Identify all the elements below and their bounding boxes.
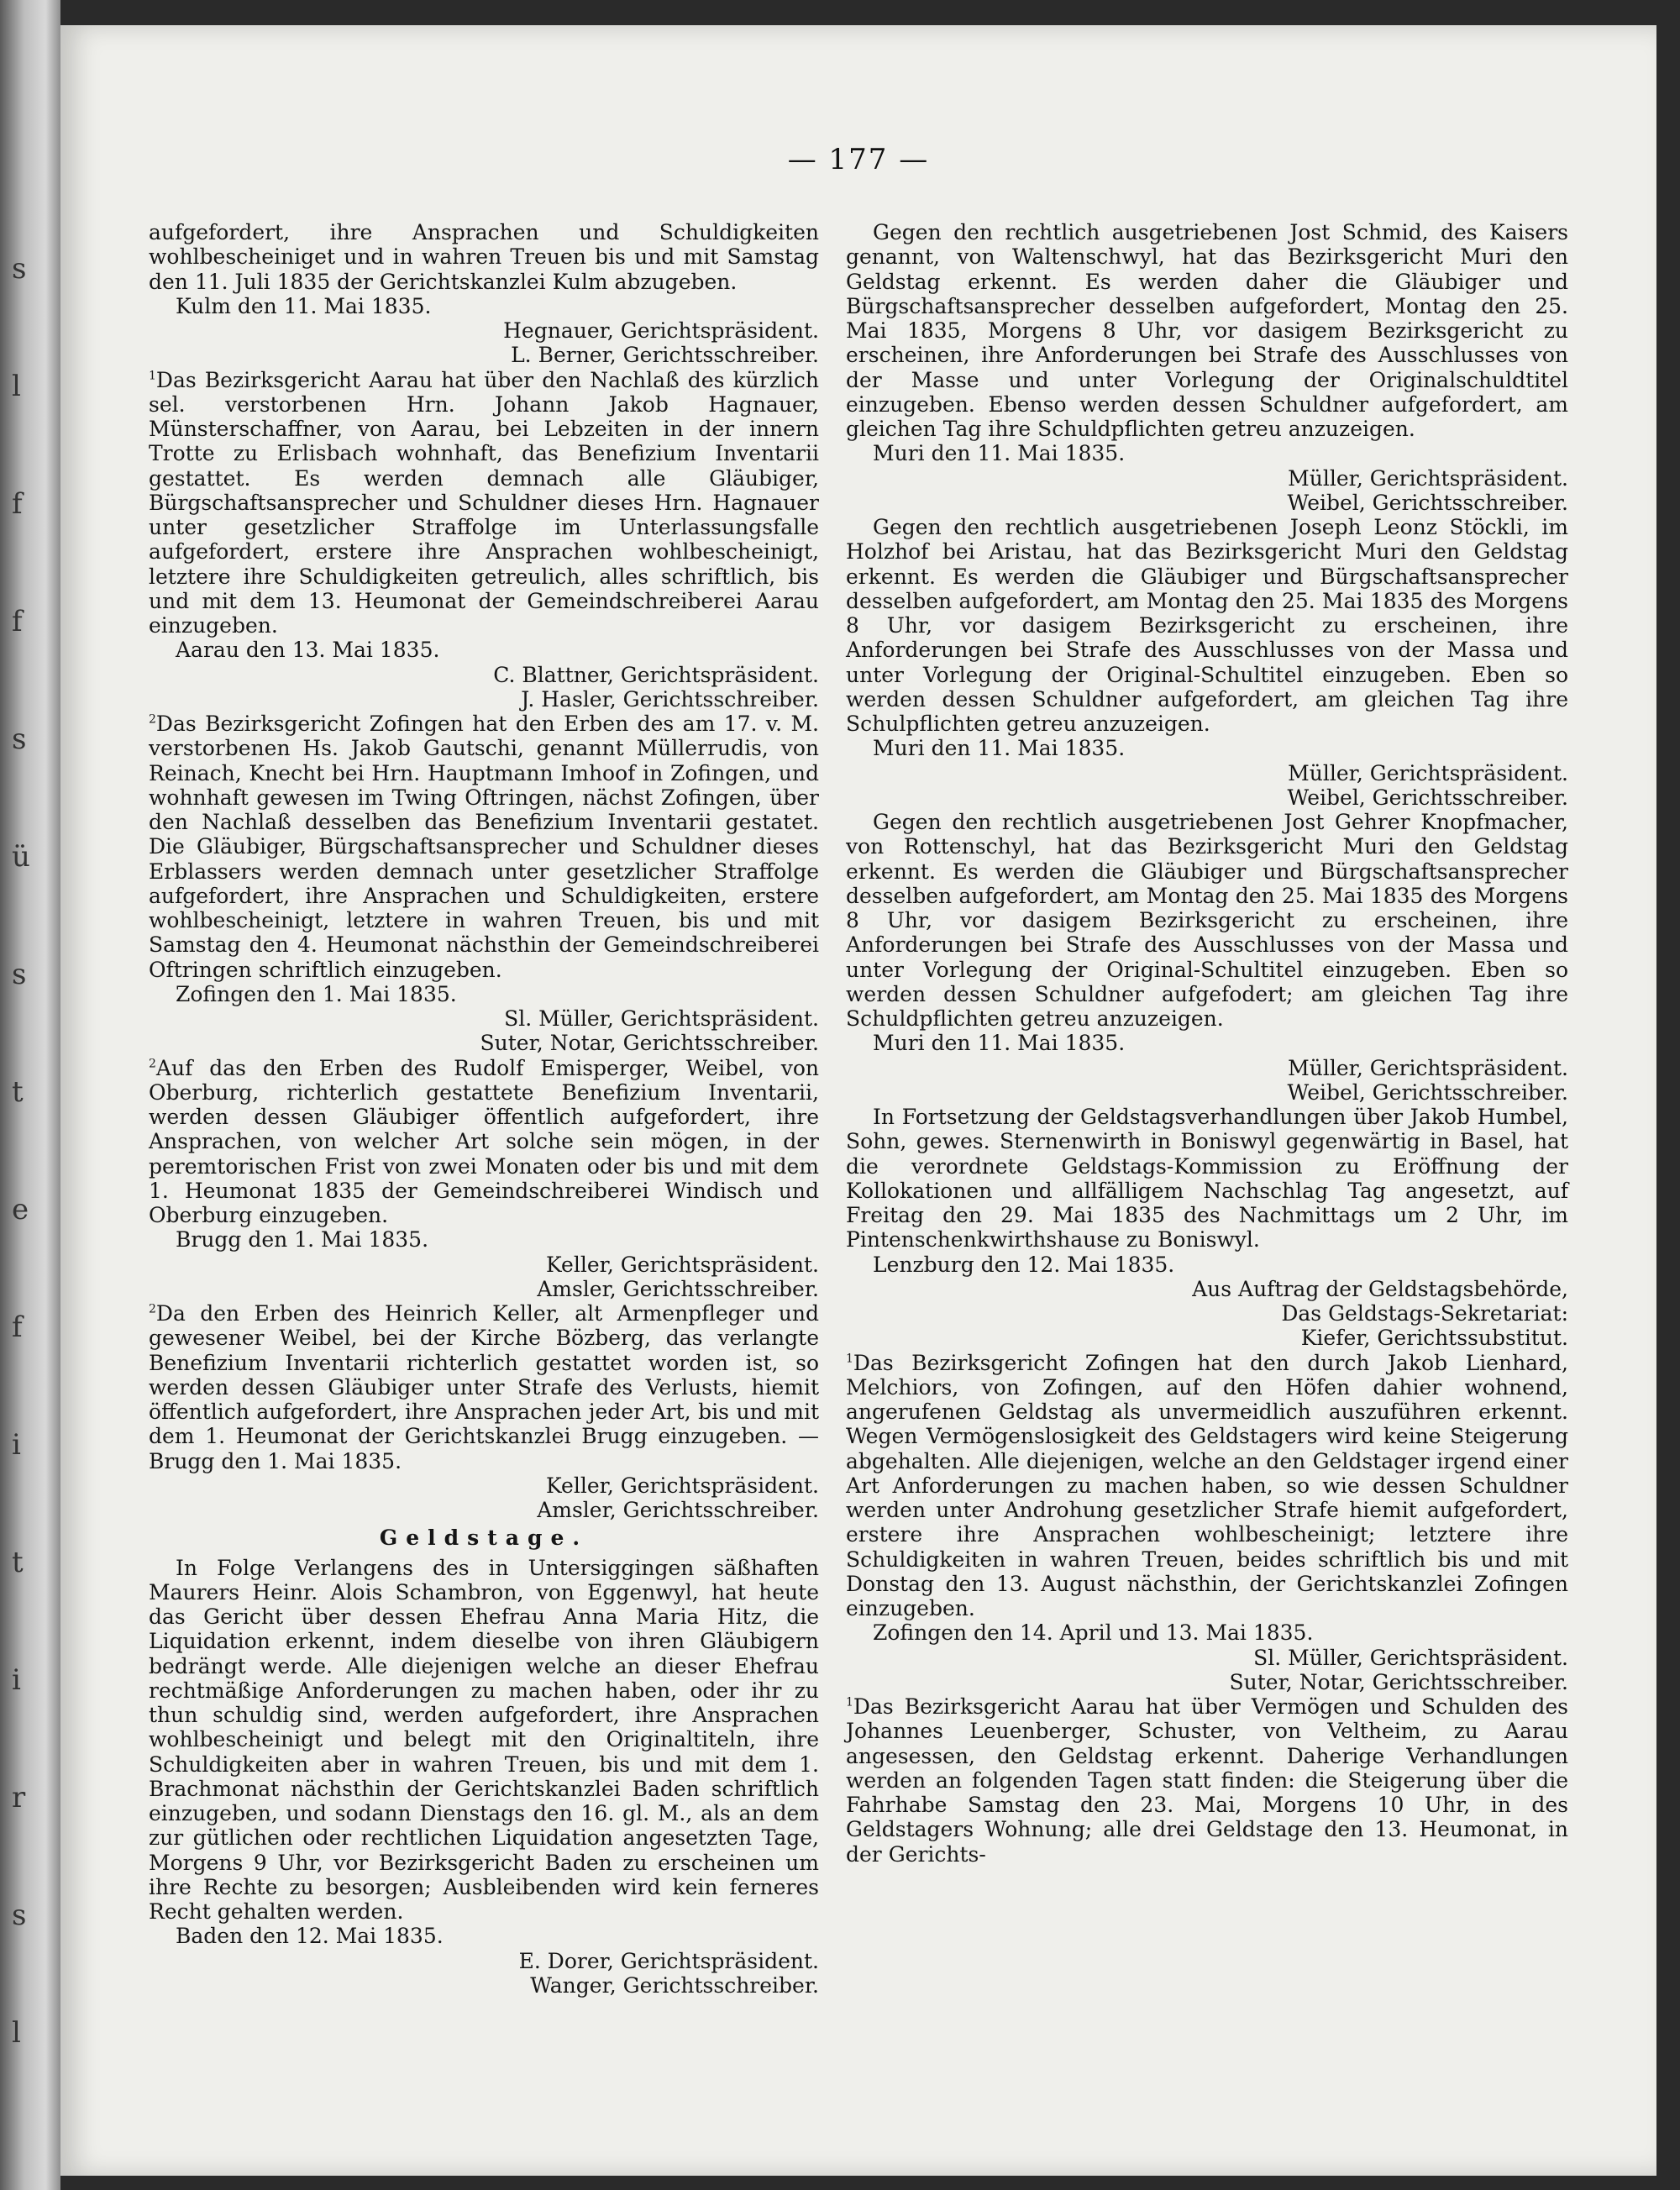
- page-number: — 177 —: [787, 143, 930, 176]
- dateline: Muri den 11. Mai 1835.: [873, 736, 1126, 761]
- notice-text: aufgefordert, ihre Ansprachen und Schuldigkeiten wohlbescheiniget und in wahren Treuen bis und mit Samstag den 11. Juli 1835 der Gerichtskanzlei Kulm abzugeben.: [149, 220, 819, 294]
- notice-text: Das Bezirksgericht Zofingen hat den durch Jakob Lienhard, Melchiors, von Zofingen, auf den Höfen dahier wohnend, angerufenen Geldstag als unvermeidlich auszuführen erkennt. Wegen Vermögenslosigkeit des Geldstagers wird keine Steigerung abgehalten. Alle diejenigen, welche an den Geldstager irgend einer Art Anforderungen zu machen haben, so wie dessen Schuldner werden unter Androhung gesetzlicher Strafe hiemit aufgefordert, erstere ihre Ansprachen wohlbescheinigt; letztere ihre Schuldigkeiten in wahren Treuen, beides schriftlich bis und mit Donstag den 13. August nächsthin, der Gerichtskanzlei Zofingen einzugeben.: [846, 1350, 1568, 1620]
- previous-page-fragment: s: [12, 252, 27, 286]
- notice-paragraph: [149, 712, 819, 982]
- notice-mark: 1: [846, 1352, 853, 1366]
- notice-mark: 1: [149, 369, 156, 383]
- signature-line: Suter, Notar, Gerichtsschreiber.: [1229, 1669, 1568, 1694]
- dateline: Aarau den 13. Mai 1835.: [176, 638, 440, 663]
- previous-page-fragment: ü: [12, 840, 30, 874]
- signature-line: Aus Auftrag der Geldstagsbehörde,: [1192, 1276, 1568, 1301]
- dateline: Zofingen den 1. Mai 1835.: [176, 981, 457, 1006]
- notice-paragraph: [149, 368, 819, 638]
- notice-paragraph: [149, 1301, 819, 1473]
- signature-line: Sl. Müller, Gerichtspräsident.: [504, 1006, 819, 1031]
- section-heading: Geldstage.: [379, 1526, 589, 1551]
- previous-page-fragment: t: [12, 1546, 24, 1579]
- dateline: Baden den 12. Mai 1835.: [176, 1924, 444, 1949]
- signature-line: Suter, Notar, Gerichtsschreiber.: [480, 1031, 819, 1056]
- previous-page-fragment: r: [12, 1781, 26, 1814]
- previous-page-fragment: s: [12, 1899, 27, 1932]
- signature-line: Wanger, Gerichtsschreiber.: [530, 1972, 819, 1998]
- dateline: Muri den 11. Mai 1835.: [873, 1031, 1126, 1056]
- signature-line: Keller, Gerichtspräsident.: [546, 1252, 819, 1277]
- notice-text: Das Bezirksgericht Aarau hat über den Nachlaß des kürzlich sel. verstorbenen Hrn. Johann Jakob Hagnauer, Münsterschaffner, von Aarau, bei Lebzeiten in der innern Trotte zu Erlisbach wohnhaft, das Benefizium Inventarii gestattet. Es werden demnach alle Gläubiger, Bürgschaftsansprecher und Schuldner dieses Hrn. Hagnauer unter gesetzlicher Straffolge im Unterlassungsfalle aufgefordert, erstere ihre Ansprachen wohlbescheinigt, letztere ihre Schuldigkeiten getreulich, alles schriftlich, bis und mit dem 13. Heumonat der Gemeindschreiberei Aarau einzugeben.: [149, 367, 819, 638]
- dateline: Lenzburg den 12. Mai 1835.: [873, 1252, 1175, 1277]
- notice-paragraph: [149, 1056, 819, 1228]
- previous-page-fragment: s: [12, 722, 27, 756]
- notice-text: In Folge Verlangens des in Untersiggingen säßhaften Maurers Heinr. Alois Schambron, von Eggenwyl, hat heute das Gericht über dessen Ehefrau Anna Maria Hitz, die Liquidation erkennt, indem dieselbe von ihren Gläubigern bedrängt werde. Alle diejenigen welche an dieser Ehefrau rechtmäßige Anforderungen zu machen haben, oder ihr zu thun schuldig sind, werden aufgefordert, ihre Ansprachen wohlbescheinigt und belegt mit den Originaltiteln, ihre Schuldigkeiten aber in wahren Treuen, bis und mit dem 1. Brachmonat nächsthin der Gerichtskanzlei Baden schriftlich einzugeben, und sodann Dienstags den 16. gl. M., als an dem zur gütlichen oder rechtlichen Liquidation angesetzten Tage, Morgens 9 Uhr, vor Bezirksgericht Baden zu erscheinen um ihre Rechte zu besorgen; Ausbleibenden wird kein ferneres Recht gehalten werden.: [149, 1555, 819, 1924]
- notice-paragraph: [846, 515, 1568, 736]
- signature-line: Weibel, Gerichtsschreiber.: [1287, 1079, 1568, 1105]
- signature-line: Keller, Gerichtspräsident.: [546, 1473, 819, 1498]
- previous-page-fragment: t: [12, 1075, 24, 1109]
- signature-line: C. Blattner, Gerichtspräsident.: [493, 662, 819, 687]
- signature-line: Weibel, Gerichtsschreiber.: [1287, 785, 1568, 810]
- signature-line: Amsler, Gerichtsschreiber.: [537, 1276, 819, 1301]
- previous-page-fragment: e: [12, 1193, 29, 1226]
- previous-page-fragment: f: [12, 605, 23, 638]
- notice-mark: 2: [149, 712, 156, 727]
- previous-page-fragment: l: [12, 2016, 21, 2050]
- dateline: Kulm den 11. Mai 1835.: [176, 293, 432, 318]
- notice-text: Das Bezirksgericht Aarau hat über Vermögen und Schulden des Johannes Leuenberger, Schuster, von Veltheim, zu Aarau angesessen, den Geldstag erkennt. Daherige Verhandlungen werden an folgenden Tagen statt finden: die Steigerung über die Fahrhabe Samstag den 23. Mai, Morgens 10 Uhr, in des Geldstagers Wohnung; alle drei Geldstage den 13. Heumonat, in der Gerichts-: [846, 1694, 1568, 1867]
- signature-line: Kiefer, Gerichtssubstitut.: [1300, 1326, 1568, 1351]
- notice-mark: 1: [846, 1695, 853, 1709]
- signature-line: L. Berner, Gerichtsschreiber.: [511, 343, 819, 368]
- notice-paragraph: [846, 1694, 1568, 1867]
- previous-page-fragment: f: [12, 1310, 23, 1344]
- signature-line: Das Geldstags-Sekretariat:: [1281, 1301, 1568, 1326]
- signature-line: Müller, Gerichtspräsident.: [1288, 465, 1568, 491]
- notice-paragraph: [846, 810, 1568, 1031]
- notice-text: Gegen den rechtlich ausgetriebenen Jost Schmid, des Kaisers genannt, von Waltenschwyl, hat das Bezirksgericht Muri den Geldstag erkennt. Es werden daher die Gläubiger und Bürgschaftsansprecher desselben aufgefordert, Montag den 25. Mai 1835, Morgens 8 Uhr, vor dasigem Bezirksgericht zu erscheinen, ihre Anforderungen bei Strafe des Ausschlusses von der Masse und unter Vorlegung der Originalschuldtitel einzugeben. Ebenso werden dessen Schuldner aufgefordert, am gleichen Tag ihre Schuldpflichten getreu anzuzeigen.: [846, 220, 1568, 441]
- dateline: Zofingen den 14. April und 13. Mai 1835.: [873, 1620, 1314, 1646]
- previous-page-fragment: i: [12, 1663, 21, 1697]
- notice-text: Auf das den Erben des Rudolf Emisperger, Weibel, von Oberburg, richterlich gestattete Benefizium Inventarii, werden dessen Gläubiger öffentlich aufgefordert, ihre Ansprachen, von welcher Art solche sein mögen, in der peremtorischen Frist von zwei Monaten oder bis und mit dem 1. Heumonat 1835 der Gemeindschreiberei Windisch und Oberburg einzugeben.: [149, 1055, 819, 1227]
- right-column: [846, 220, 1568, 1867]
- previous-page-fragment: f: [12, 487, 23, 521]
- notice-text: Gegen den rechtlich ausgetriebenen Jost Gehrer Knopfmacher, von Rottenschyl, hat das Bezirksgericht Muri den Geldstag erkennt. Es werden die Gläubiger und Bürgschaftsansprecher desselben aufgefordert, am Montag den 25. Mai 1835 des Morgens 8 Uhr, vor dasigem Bezirksgericht zu erscheinen, ihre Anforderungen bei Strafe des Ausschlusses von der Massa und unter Vorlegung der Original-Schultitel einzugeben. Eben so werden dessen Schuldner aufgefodert; am gleichen Tag ihre Schuldpflichten getreu anzuzeigen.: [846, 810, 1568, 1031]
- signature-line: Amsler, Gerichtsschreiber.: [537, 1498, 819, 1522]
- signature-line: E. Dorer, Gerichtspräsident.: [518, 1948, 819, 1973]
- previous-page-fragment: i: [12, 1428, 21, 1462]
- notice-text: In Fortsetzung der Geldstagsverhandlungen über Jakob Humbel, Sohn, gewes. Sternenwirth in Boniswyl gegenwärtig in Basel, hat die verordnete Geldstags-Kommission zu Eröffnung der Kollokationen und allfälligem Nachschlag Tag angesetzt, auf Freitag den 29. Mai 1835 des Nachmittags um 2 Uhr, im Pintenschenkwirthshause zu Boniswyl.: [846, 1105, 1568, 1253]
- signature-line: J. Hasler, Gerichtsschreiber.: [521, 686, 819, 712]
- newspaper-page: [60, 25, 1656, 2176]
- signature-line: Müller, Gerichtspräsident.: [1288, 760, 1568, 785]
- notice-text: Gegen den rechtlich ausgetriebenen Joseph Leonz Stöckli, im Holzhof bei Aristau, hat das Bezirksgericht Muri den Geldstag erkennt. Es werden die Gläubiger und Bürgschaftsansprecher desselben aufgefordert, am Montag den 25. Mai 1835 des Morgens 8 Uhr, vor dasigem Bezirksgericht zu erscheinen, ihre Anforderungen bei Strafe des Ausschlusses von der Massa und unter Vorlegung der Original-Schultitel einzugeben. Eben so werden dessen Schuldner aufgefordert, am gleichen Tag ihre Schulpflichten getreu anzuzeigen.: [846, 515, 1568, 736]
- notice-paragraph: [846, 1351, 1568, 1621]
- notice-paragraph: [846, 220, 1568, 441]
- notice-mark: 2: [149, 1057, 156, 1071]
- notice-paragraph: [149, 1556, 819, 1925]
- notice-text: Da den Erben des Heinrich Keller, alt Armenpfleger und gewesener Weibel, bei der Kirche Bözberg, das verlangte Benefizium Inventarii richterlich gestattet worden ist, so werden dessen Gläubiger unter Strafe des Verlusts, hiemit öffentlich aufgefordert, ihre Ansprachen jeder Art, bis und mit dem 1. Heumonat der Gerichtskanzlei Brugg einzugeben. — Brugg den 1. Mai 1835.: [149, 1301, 819, 1473]
- dateline: Brugg den 1. Mai 1835.: [176, 1227, 429, 1253]
- previous-page-fragment: l: [12, 370, 21, 403]
- previous-page-fragment: s: [12, 958, 27, 991]
- dateline: Muri den 11. Mai 1835.: [873, 441, 1126, 466]
- signature-line: Müller, Gerichtspräsident.: [1288, 1055, 1568, 1080]
- signature-line: Hegnauer, Gerichtspräsident.: [503, 318, 819, 343]
- notice-mark: 2: [149, 1302, 156, 1316]
- signature-line: Weibel, Gerichtsschreiber.: [1287, 490, 1568, 515]
- notice-text: Das Bezirksgericht Zofingen hat den Erben des am 17. v. M. verstorbenen Hs. Jakob Gautschi, genannt Müllerrudis, von Reinach, Knecht bei Hrn. Hauptmann Imhoof in Zofingen, und wohnhaft gewesen im Twing Oftringen, nächst Zofingen, über den Nachlaß desselben das Benefizium Inventarii gestatet. Die Gläubiger, Bürgschaftsansprecher und Schuldner dieses Erblassers werden demnach unter gesetzlicher Straffolge aufgefordert, ihre Ansprachen und Schuldigkeiten, erstere wohlbescheinigt, letztere in wahren Treuen, bis und mit Samstag den 4. Heumonat nächsthin der Gemeindschreiberei Oftringen schriftlich einzugeben.: [149, 712, 819, 982]
- notice-paragraph: [846, 1105, 1568, 1253]
- notice-paragraph: [149, 220, 819, 294]
- previous-page-edge: [0, 0, 60, 2190]
- left-column: [149, 220, 819, 1998]
- signature-line: Sl. Müller, Gerichtspräsident.: [1253, 1645, 1568, 1670]
